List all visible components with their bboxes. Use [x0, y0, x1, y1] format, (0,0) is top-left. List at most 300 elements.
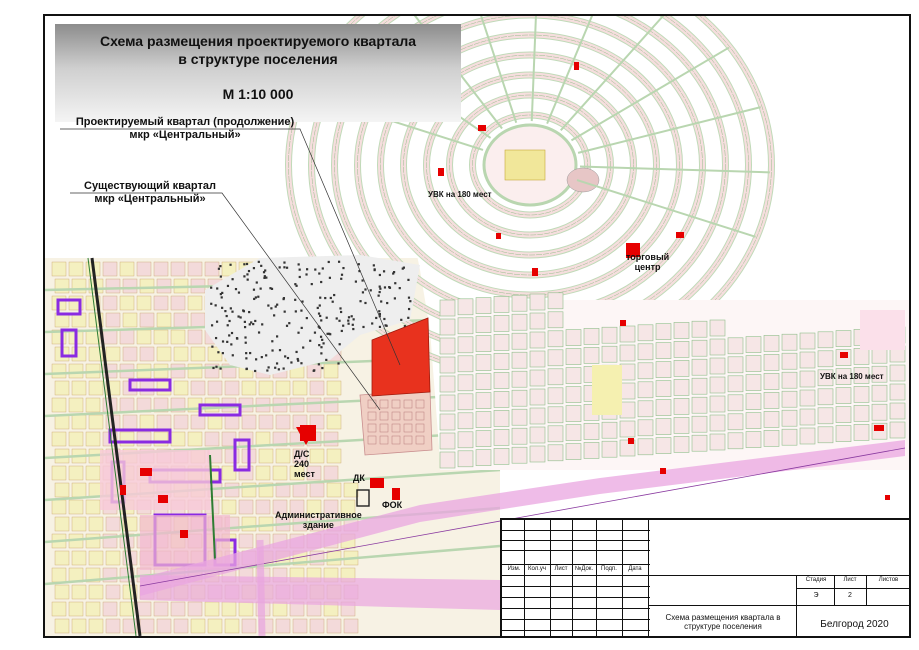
- plot-block: [344, 619, 358, 633]
- east-plot: [638, 401, 653, 417]
- plot-block: [205, 432, 219, 446]
- cottage-house: [324, 297, 326, 299]
- east-plot: [656, 438, 671, 454]
- stamp-header-date: Дата: [628, 566, 642, 572]
- east-plot: [530, 313, 545, 329]
- cottage-house: [231, 311, 233, 313]
- plot-block: [276, 449, 290, 463]
- cottage-house: [394, 282, 396, 284]
- cottage-house: [245, 357, 247, 359]
- plot-block: [52, 398, 66, 412]
- plot-block: [137, 330, 151, 344]
- east-plot: [638, 439, 653, 455]
- cottage-house: [221, 296, 223, 298]
- cottage-house: [215, 337, 217, 339]
- east-plot: [566, 349, 581, 365]
- cottage-house: [317, 307, 319, 309]
- title-stamp: [500, 518, 909, 636]
- cottage-house: [283, 261, 285, 263]
- plot-block: [225, 449, 239, 463]
- cottage-house: [294, 299, 296, 301]
- east-plot: [674, 398, 689, 414]
- cottage-house: [379, 274, 381, 276]
- plot-block: [293, 381, 307, 395]
- core-square: [567, 168, 599, 192]
- cottage-house: [271, 340, 273, 342]
- stamp-grid-line: [550, 520, 551, 636]
- cottage-house: [394, 297, 396, 299]
- cottage-house: [248, 270, 250, 272]
- east-plot: [656, 400, 671, 416]
- plot-block: [174, 347, 188, 361]
- east-plot: [494, 429, 509, 445]
- plot-block: [191, 619, 205, 633]
- east-plot: [782, 372, 797, 388]
- east-plot: [764, 430, 779, 446]
- cottage-house: [319, 315, 321, 317]
- stamp-grid-line: [648, 520, 649, 636]
- cottage-house: [236, 337, 238, 339]
- east-plot: [746, 375, 761, 391]
- plot-block: [137, 296, 151, 310]
- stamp-sheets-label: Листов: [878, 577, 899, 583]
- cottage-house: [232, 354, 234, 356]
- east-plot: [530, 408, 545, 424]
- cottage-house: [341, 274, 343, 276]
- plot-block: [69, 466, 83, 480]
- cottage-house: [215, 366, 217, 368]
- east-plot: [440, 300, 455, 316]
- cottage-house: [336, 317, 338, 319]
- map-scale: М 1:10 000: [222, 86, 294, 102]
- east-yellow-zone: [592, 365, 622, 415]
- cottage-house: [249, 323, 251, 325]
- plot-block: [239, 602, 253, 616]
- plot-block: [327, 619, 341, 633]
- east-plot: [530, 370, 545, 386]
- plot-block: [191, 381, 205, 395]
- plot-block: [327, 483, 341, 497]
- plot-block: [222, 500, 236, 514]
- plot-block: [103, 296, 117, 310]
- east-plot: [638, 325, 653, 341]
- stamp-drawing-title-line2: структуре поселения: [684, 622, 762, 631]
- east-plot: [548, 407, 563, 423]
- cottage-house: [245, 352, 247, 354]
- plot-block: [69, 432, 83, 446]
- plot-block: [225, 381, 239, 395]
- social-object: [628, 438, 634, 444]
- cottage-house: [210, 303, 212, 305]
- plot-block: [174, 313, 188, 327]
- cottage-house: [216, 321, 218, 323]
- cottage-house: [311, 283, 313, 285]
- plot-block: [55, 483, 69, 497]
- plot-block: [344, 483, 358, 497]
- east-plot: [836, 388, 851, 404]
- social-object: [140, 468, 152, 476]
- plot-block: [188, 364, 202, 378]
- stamp-header-count: Кол.уч: [528, 566, 546, 572]
- cottage-house: [256, 281, 258, 283]
- east-plot: [746, 356, 761, 372]
- plot-block: [276, 415, 290, 429]
- cottage-house: [302, 346, 304, 348]
- east-plot: [800, 333, 815, 349]
- plot-block: [256, 466, 270, 480]
- plot-block: [137, 602, 151, 616]
- cottage-house: [355, 280, 357, 282]
- cottage-house: [341, 330, 343, 332]
- cottage-house: [325, 359, 327, 361]
- stamp-sheet-value: 2: [848, 592, 852, 599]
- cottage-house: [246, 263, 248, 265]
- cottage-house: [283, 266, 285, 268]
- cottage-house: [244, 336, 246, 338]
- east-plot: [710, 434, 725, 450]
- east-plot: [836, 331, 851, 347]
- label-kindergarten-line3: мест: [294, 469, 315, 479]
- plot-block: [310, 619, 324, 633]
- social-object: [660, 468, 666, 474]
- cottage-house: [342, 267, 344, 269]
- cottage-house: [260, 265, 262, 267]
- cottage-house: [229, 264, 231, 266]
- plot-block: [225, 619, 239, 633]
- cottage-house: [321, 367, 323, 369]
- east-plot: [872, 404, 887, 420]
- cottage-house: [212, 367, 214, 369]
- east-plot: [530, 446, 545, 462]
- east-plot: [440, 414, 455, 430]
- east-plot: [800, 409, 815, 425]
- cottage-house: [222, 352, 224, 354]
- east-plot: [656, 343, 671, 359]
- cottage-house: [254, 370, 256, 372]
- plot-block: [256, 432, 270, 446]
- title-block: [55, 24, 461, 122]
- cottage-house: [276, 335, 278, 337]
- plot-block: [106, 619, 120, 633]
- plot-block: [72, 347, 86, 361]
- cottage-house: [237, 315, 239, 317]
- plot-block: [103, 602, 117, 616]
- east-plot: [440, 338, 455, 354]
- plot-block: [259, 449, 273, 463]
- cottage-house: [383, 270, 385, 272]
- cottage-house: [388, 286, 390, 288]
- stamp-stage-label: Стадия: [805, 577, 827, 583]
- cottage-house: [340, 278, 342, 280]
- east-plot: [494, 410, 509, 426]
- east-plot: [656, 324, 671, 340]
- cottage-house: [358, 263, 360, 265]
- cottage-house: [227, 285, 229, 287]
- plot-block: [89, 415, 103, 429]
- cottage-house: [332, 301, 334, 303]
- cottage-house: [265, 354, 267, 356]
- plot-block: [239, 500, 253, 514]
- cottage-house: [320, 281, 322, 283]
- plot-block: [123, 415, 137, 429]
- cottage-house: [271, 349, 273, 351]
- east-plot: [800, 428, 815, 444]
- plot-block: [69, 602, 83, 616]
- east-plot: [530, 332, 545, 348]
- cottage-house: [283, 367, 285, 369]
- cottage-house: [362, 326, 364, 328]
- east-plot: [476, 374, 491, 390]
- east-plot: [764, 411, 779, 427]
- plot-block: [171, 296, 185, 310]
- cottage-house: [248, 311, 250, 313]
- east-plot: [890, 422, 905, 438]
- cottage-house: [371, 322, 373, 324]
- east-plot: [512, 390, 527, 406]
- cottage-house: [219, 367, 221, 369]
- plot-block: [106, 347, 120, 361]
- cottage-house: [253, 289, 255, 291]
- plot-block: [55, 381, 69, 395]
- east-plot: [512, 295, 527, 311]
- east-plot: [710, 415, 725, 431]
- stamp-grid-line: [524, 520, 525, 636]
- plot-block: [157, 415, 171, 429]
- cottage-house: [339, 307, 341, 309]
- label-kindergarten: [294, 449, 315, 479]
- east-plot: [710, 396, 725, 412]
- stamp-header-doc: №Док.: [574, 566, 594, 572]
- plot-block: [154, 602, 168, 616]
- legend-existing-quarter: [70, 180, 230, 206]
- east-plot: [566, 406, 581, 422]
- cottage-house: [260, 288, 262, 290]
- cottage-house: [383, 318, 385, 320]
- east-plot: [620, 364, 635, 380]
- plot-block: [157, 619, 171, 633]
- cottage-house: [249, 352, 251, 354]
- cottage-house: [278, 368, 280, 370]
- stamp-stage-value: Э: [813, 592, 819, 599]
- plot-block: [89, 585, 103, 599]
- plot-block: [106, 313, 120, 327]
- label-trade-center-line1: торговый: [626, 252, 670, 262]
- cottage-house: [347, 320, 349, 322]
- plot-block: [242, 381, 256, 395]
- east-plot: [458, 318, 473, 334]
- cottage-house: [230, 307, 232, 309]
- east-plot: [602, 441, 617, 457]
- cottage-house: [342, 325, 344, 327]
- plot-block: [72, 585, 86, 599]
- plot-block: [154, 364, 168, 378]
- east-plot: [818, 408, 833, 424]
- cottage-house: [299, 276, 301, 278]
- label-sports-complex: ФОК: [382, 500, 403, 510]
- cottage-house: [284, 311, 286, 313]
- plot-block: [72, 551, 86, 565]
- east-plot: [548, 388, 563, 404]
- cottage-house: [314, 268, 316, 270]
- east-plot: [548, 312, 563, 328]
- east-plot: [836, 426, 851, 442]
- east-plot: [638, 344, 653, 360]
- east-plot: [674, 322, 689, 338]
- east-plot: [548, 350, 563, 366]
- cottage-house: [338, 320, 340, 322]
- plot-block: [307, 398, 321, 412]
- cottage-house: [263, 271, 265, 273]
- east-plot: [476, 412, 491, 428]
- stamp-header-sheet: Лист: [554, 566, 568, 572]
- plot-block: [327, 415, 341, 429]
- east-plot: [476, 298, 491, 314]
- east-plot: [494, 334, 509, 350]
- map-title: [55, 32, 461, 68]
- social-object: [392, 488, 400, 500]
- plot-block: [273, 466, 287, 480]
- plot-block: [222, 602, 236, 616]
- legend-existing-line2: мкр «Центральный»: [94, 193, 206, 205]
- plot-block: [120, 398, 134, 412]
- cottage-house: [220, 275, 222, 277]
- plot-block: [276, 619, 290, 633]
- east-plot: [476, 336, 491, 352]
- cottage-house: [219, 265, 221, 267]
- cottage-house: [273, 314, 275, 316]
- cottage-house: [339, 343, 341, 345]
- cottage-house: [313, 370, 315, 372]
- cottage-house: [295, 351, 297, 353]
- east-plot: [566, 425, 581, 441]
- east-plot: [890, 384, 905, 400]
- east-plot: [656, 362, 671, 378]
- east-plot: [728, 338, 743, 354]
- cottage-house: [254, 320, 256, 322]
- plot-block: [324, 466, 338, 480]
- plot-block: [327, 551, 341, 565]
- east-plot: [548, 426, 563, 442]
- cottage-house: [211, 324, 213, 326]
- east-plot: [710, 377, 725, 393]
- plot-block: [157, 279, 171, 293]
- east-plot: [602, 346, 617, 362]
- cottage-house: [283, 297, 285, 299]
- east-plot: [800, 390, 815, 406]
- east-plot: [548, 293, 563, 309]
- east-plot: [800, 352, 815, 368]
- stamp-sheet-label: Лист: [843, 577, 857, 583]
- cottage-house: [246, 273, 248, 275]
- east-plot: [800, 371, 815, 387]
- cottage-house: [279, 349, 281, 351]
- plot-block: [72, 619, 86, 633]
- cottage-house: [221, 292, 223, 294]
- plot-block: [86, 500, 100, 514]
- plot-block: [52, 262, 66, 276]
- social-object: [840, 352, 848, 358]
- plot-block: [72, 279, 86, 293]
- east-plot: [458, 375, 473, 391]
- plot-block: [174, 381, 188, 395]
- stamp-organization: Белгород 2020: [820, 619, 889, 630]
- east-plot: [620, 345, 635, 361]
- cottage-house: [244, 326, 246, 328]
- plot-block: [55, 551, 69, 565]
- plot-block: [123, 279, 137, 293]
- cottage-house: [320, 352, 322, 354]
- cottage-house: [380, 300, 382, 302]
- plot-block: [72, 381, 86, 395]
- east-plot: [620, 383, 635, 399]
- east-plot: [440, 357, 455, 373]
- plot-block: [208, 415, 222, 429]
- cottage-house: [231, 332, 233, 334]
- label-culture-house: ДК: [353, 473, 365, 483]
- cottage-house: [257, 296, 259, 298]
- cottage-house: [222, 340, 224, 342]
- east-plot: [818, 427, 833, 443]
- east-plot: [458, 451, 473, 467]
- map-title-line1: Схема размещения проектируемого квартала: [99, 33, 417, 49]
- plot-block: [137, 432, 151, 446]
- plot-block: [140, 619, 154, 633]
- plot-block: [225, 415, 239, 429]
- cottage-house: [353, 318, 355, 320]
- east-plot: [692, 435, 707, 451]
- east-plot: [584, 328, 599, 344]
- plot-block: [188, 602, 202, 616]
- cottage-house: [284, 355, 286, 357]
- cottage-house: [217, 351, 219, 353]
- stamp-drawing-title-line1: Схема размещения квартала в: [665, 613, 781, 622]
- cottage-house: [266, 369, 268, 371]
- east-plot: [674, 417, 689, 433]
- cottage-house: [407, 317, 409, 319]
- cottage-house: [298, 263, 300, 265]
- cottage-house: [393, 271, 395, 273]
- plot-block: [86, 602, 100, 616]
- cottage-house: [384, 286, 386, 288]
- cottage-house: [230, 343, 232, 345]
- plot-block: [293, 483, 307, 497]
- east-plot: [620, 402, 635, 418]
- cottage-house: [243, 310, 245, 312]
- label-uvk-east: УВК на 180 мест: [820, 372, 884, 381]
- plot-block: [188, 432, 202, 446]
- cottage-house: [290, 361, 292, 363]
- cottage-house: [253, 298, 255, 300]
- cottage-house: [216, 287, 218, 289]
- cottage-house: [226, 341, 228, 343]
- east-plot: [890, 365, 905, 381]
- east-plot: [692, 359, 707, 375]
- plot-block: [137, 262, 151, 276]
- social-object: [532, 268, 538, 276]
- east-plot: [782, 410, 797, 426]
- plot-block: [205, 262, 219, 276]
- plot-block: [174, 619, 188, 633]
- plot-block: [140, 381, 154, 395]
- plot-block: [154, 296, 168, 310]
- plot-block: [208, 619, 222, 633]
- plot-block: [69, 262, 83, 276]
- cottage-house: [275, 305, 277, 307]
- social-object: [180, 530, 188, 538]
- plot-block: [171, 432, 185, 446]
- plot-block: [259, 415, 273, 429]
- east-plot: [656, 419, 671, 435]
